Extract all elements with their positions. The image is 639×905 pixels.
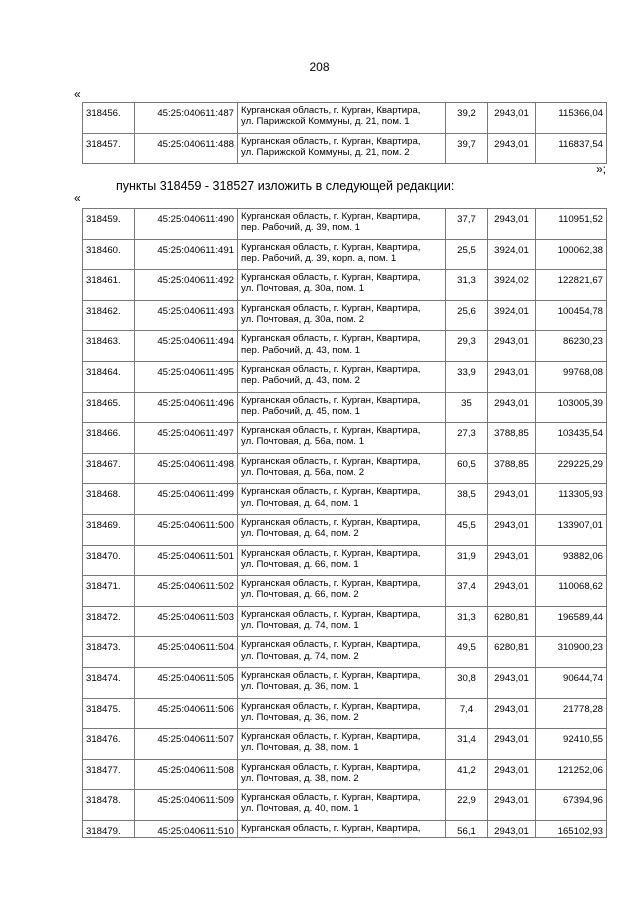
rate-cell: 2943,01	[488, 209, 536, 240]
address-line-2: ул. Почтовая, д. 36, пом. 1	[241, 681, 359, 693]
value-cell: 196589,44	[536, 606, 607, 637]
area-cell: 60,5	[446, 453, 488, 484]
value-cell: 90644,74	[536, 667, 607, 698]
address-line-2: ул. Почтовая, д. 64, пом. 1	[241, 497, 359, 509]
cadastral-number-cell: 45:25:040611:491	[135, 239, 238, 270]
row-number-cell: 318475.	[83, 698, 135, 729]
cadastral-number-cell: 45:25:040611:493	[135, 300, 238, 331]
value-cell: 133907,01	[536, 514, 607, 545]
area-cell: 27,3	[446, 423, 488, 454]
rate-cell: 2943,01	[488, 103, 536, 134]
address-line-1: Курганская область, г. Курган, Квартира,	[241, 700, 421, 712]
table-row	[83, 453, 607, 484]
cadastral-number-cell: 45:25:040611:490	[135, 209, 238, 240]
value-cell: 99768,08	[536, 361, 607, 392]
cadastral-number-cell: 45:25:040611:492	[135, 270, 238, 301]
value-cell: 103435,54	[536, 423, 607, 454]
address-line-2: ул. Почтовая, д. 66, пом. 1	[241, 558, 359, 570]
row-number-cell: 318474.	[83, 667, 135, 698]
value-cell: 110068,62	[536, 576, 607, 607]
row-number-cell: 318467.	[83, 453, 135, 484]
row-number-cell: 318464.	[83, 361, 135, 392]
address-cell	[238, 606, 446, 637]
cadastral-number-cell: 45:25:040611:507	[135, 729, 238, 760]
rate-cell: 2943,01	[488, 820, 536, 837]
value-cell: 121252,06	[536, 759, 607, 790]
area-cell: 56,1	[446, 820, 488, 837]
rate-cell: 2943,01	[488, 514, 536, 545]
address-line-1: Курганская область, г. Курган, Квартира,	[241, 455, 421, 467]
address-line-2: пер. Рабочий, д. 39, пом. 1	[241, 222, 361, 234]
address-line-2: ул. Почтовая, д. 66, пом. 2	[241, 589, 359, 601]
address-line-2: ул. Почтовая, д. 74, пом. 1	[241, 619, 359, 631]
rate-cell: 2943,01	[488, 133, 536, 164]
cadastral-number-cell: 45:25:040611:503	[135, 606, 238, 637]
value-cell: 93882,06	[536, 545, 607, 576]
address-line-2: ул. Почтовая, д. 40, пом. 1	[241, 803, 359, 815]
table-row	[83, 667, 607, 698]
address-line-2: ул. Почтовая, д. 56а, пом. 1	[241, 436, 365, 448]
address-line-2: пер. Рабочий, д. 45, пом. 1	[241, 405, 361, 417]
address-line-2: ул. Почтовая, д. 30а, пом. 2	[241, 313, 365, 325]
cadastral-number-cell: 45:25:040611:487	[135, 103, 238, 134]
value-cell: 110951,52	[536, 209, 607, 240]
area-cell: 37,4	[446, 576, 488, 607]
rate-cell: 2943,01	[488, 790, 536, 821]
value-cell: 229225,29	[536, 453, 607, 484]
rate-cell: 3788,85	[488, 423, 536, 454]
area-cell: 31,4	[446, 729, 488, 760]
address-line-1: Курганская область, г. Курган, Квартира,	[241, 363, 421, 375]
address-line-1: Курганская область, г. Курган, Квартира,	[241, 792, 421, 804]
address-line-1: Курганская область, г. Курган, Квартира,	[241, 105, 421, 116]
table-row	[83, 361, 607, 392]
value-cell: 21778,28	[536, 698, 607, 729]
cadastral-number-cell: 45:25:040611:494	[135, 331, 238, 362]
table-row	[83, 270, 607, 301]
rate-cell: 6280,81	[488, 606, 536, 637]
row-number-cell: 318460.	[83, 239, 135, 270]
property-table-top	[82, 102, 607, 164]
table-row	[83, 820, 607, 837]
value-cell: 103005,39	[536, 392, 607, 423]
address-cell	[238, 103, 446, 134]
table-row	[83, 606, 607, 637]
row-number-cell: 318456.	[83, 103, 135, 134]
address-cell	[238, 209, 446, 240]
value-cell: 92410,55	[536, 729, 607, 760]
cadastral-number-cell: 45:25:040611:508	[135, 759, 238, 790]
address-cell	[238, 637, 446, 668]
address-cell	[238, 331, 446, 362]
address-cell	[238, 133, 446, 164]
row-number-cell: 318457.	[83, 133, 135, 164]
address-line-1: Курганская область, г. Курган, Квартира,	[241, 333, 421, 345]
table-row	[83, 392, 607, 423]
cadastral-number-cell: 45:25:040611:506	[135, 698, 238, 729]
opening-quote: «	[74, 87, 81, 101]
table-row	[83, 103, 607, 134]
area-cell: 35	[446, 392, 488, 423]
cadastral-number-cell: 45:25:040611:495	[135, 361, 238, 392]
row-number-cell: 318469.	[83, 514, 135, 545]
row-number-cell: 318473.	[83, 637, 135, 668]
area-cell: 38,5	[446, 484, 488, 515]
area-cell: 45,5	[446, 514, 488, 545]
rate-cell: 2943,01	[488, 361, 536, 392]
row-number-cell: 318461.	[83, 270, 135, 301]
address-line-1: Курганская область, г. Курган, Квартира,	[241, 516, 421, 528]
cadastral-number-cell: 45:25:040611:501	[135, 545, 238, 576]
table-row	[83, 133, 607, 164]
address-line-1: Курганская область, г. Курган, Квартира,	[241, 669, 421, 681]
area-cell: 39,7	[446, 133, 488, 164]
value-cell: 122821,67	[536, 270, 607, 301]
amendment-intro-text: пункты 318459 - 318527 изложить в следующей редакции:	[116, 179, 455, 193]
address-cell	[238, 270, 446, 301]
address-cell	[238, 698, 446, 729]
address-cell	[238, 453, 446, 484]
value-cell: 113305,93	[536, 484, 607, 515]
address-line-1: Курганская область, г. Курган, Квартира,	[241, 211, 421, 222]
property-table-main-body	[83, 209, 607, 838]
address-line-1: Курганская область, г. Курган, Квартира,	[241, 639, 421, 651]
row-number-cell: 318462.	[83, 300, 135, 331]
cadastral-number-cell: 45:25:040611:504	[135, 637, 238, 668]
rate-cell: 2943,01	[488, 484, 536, 515]
rate-cell: 2943,01	[488, 667, 536, 698]
closing-quote: »;	[596, 162, 607, 176]
row-number-cell: 318479.	[83, 820, 135, 837]
rate-cell: 2943,01	[488, 759, 536, 790]
opening-quote-2: «	[74, 191, 81, 205]
address-line-1: Курганская область, г. Курган, Квартира,	[241, 486, 421, 498]
cadastral-number-cell: 45:25:040611:500	[135, 514, 238, 545]
table-row	[83, 637, 607, 668]
value-cell: 116837,54	[536, 133, 607, 164]
address-cell	[238, 484, 446, 515]
row-number-cell: 318472.	[83, 606, 135, 637]
rate-cell: 3924,01	[488, 300, 536, 331]
area-cell: 31,3	[446, 606, 488, 637]
address-line-1: Курганская область, г. Курган, Квартира,	[241, 302, 421, 314]
row-number-cell: 318476.	[83, 729, 135, 760]
cadastral-number-cell: 45:25:040611:510	[135, 820, 238, 837]
table-row	[83, 239, 607, 270]
cadastral-number-cell: 45:25:040611:502	[135, 576, 238, 607]
address-line-1: Курганская область, г. Курган, Квартира,	[241, 731, 421, 743]
rate-cell: 2943,01	[488, 729, 536, 760]
row-number-cell: 318478.	[83, 790, 135, 821]
address-line-2: ул. Почтовая, д. 38, пом. 2	[241, 772, 359, 784]
area-cell: 30,8	[446, 667, 488, 698]
area-cell: 37,7	[446, 209, 488, 240]
area-cell: 49,5	[446, 637, 488, 668]
area-cell: 31,3	[446, 270, 488, 301]
address-line-2: ул. Почтовая, д. 30а, пом. 1	[241, 283, 365, 295]
area-cell: 29,3	[446, 331, 488, 362]
address-cell	[238, 820, 446, 837]
row-number-cell: 318465.	[83, 392, 135, 423]
address-line-2: ул. Почтовая, д. 36, пом. 2	[241, 711, 359, 723]
table-row	[83, 331, 607, 362]
rate-cell: 2943,01	[488, 576, 536, 607]
table-row	[83, 423, 607, 454]
page-number: 208	[309, 60, 330, 74]
address-line-1: Курганская область, г. Курган, Квартира,	[241, 394, 421, 406]
table-row	[83, 300, 607, 331]
value-cell: 100454,78	[536, 300, 607, 331]
area-cell: 33,9	[446, 361, 488, 392]
address-line-2: пер. Рабочий, д. 43, пом. 2	[241, 375, 361, 387]
address-line-1: Курганская область, г. Курган, Квартира,	[241, 425, 421, 437]
cadastral-number-cell: 45:25:040611:499	[135, 484, 238, 515]
address-line-1: Курганская область, г. Курган, Квартира,	[241, 272, 421, 284]
cadastral-number-cell: 45:25:040611:509	[135, 790, 238, 821]
row-number-cell: 318459.	[83, 209, 135, 240]
address-line-2: пер. Рабочий, д. 39, корп. а, пом. 1	[241, 252, 397, 264]
address-line-1: Курганская область, г. Курган, Квартира,	[241, 547, 421, 559]
cadastral-number-cell: 45:25:040611:496	[135, 392, 238, 423]
value-cell: 310900,23	[536, 637, 607, 668]
row-number-cell: 318471.	[83, 576, 135, 607]
area-cell: 31,9	[446, 545, 488, 576]
rate-cell: 2943,01	[488, 331, 536, 362]
address-line-2: ул. Почтовая, д. 64, пом. 2	[241, 528, 359, 540]
address-line-1: Курганская область, г. Курган, Квартира,	[241, 822, 421, 834]
table-row	[83, 698, 607, 729]
rate-cell: 3924,02	[488, 270, 536, 301]
address-line-1: Курганская область, г. Курган, Квартира,	[241, 578, 421, 590]
area-cell: 41,2	[446, 759, 488, 790]
value-cell: 86230,23	[536, 331, 607, 362]
value-cell: 165102,93	[536, 820, 607, 837]
table-row	[83, 790, 607, 821]
area-cell: 7,4	[446, 698, 488, 729]
address-line-2: ул. Парижской Коммуны, д. 21, пом. 1	[241, 116, 410, 128]
area-cell: 22,9	[446, 790, 488, 821]
address-cell	[238, 300, 446, 331]
property-table-main	[82, 208, 607, 838]
rate-cell: 3924,01	[488, 239, 536, 270]
address-cell	[238, 423, 446, 454]
row-number-cell: 318477.	[83, 759, 135, 790]
address-line-2: ул. Почтовая, д. 56а, пом. 2	[241, 466, 365, 478]
address-line-1: Курганская область, г. Курган, Квартира,	[241, 761, 421, 773]
address-cell	[238, 514, 446, 545]
rate-cell: 2943,01	[488, 545, 536, 576]
row-number-cell: 318463.	[83, 331, 135, 362]
address-line-2: ул. Почтовая, д. 74, пом. 2	[241, 650, 359, 662]
rate-cell: 2943,01	[488, 698, 536, 729]
cadastral-number-cell: 45:25:040611:497	[135, 423, 238, 454]
value-cell: 67394,96	[536, 790, 607, 821]
address-cell	[238, 392, 446, 423]
address-line-1: Курганская область, г. Курган, Квартира,	[241, 135, 421, 147]
address-cell	[238, 545, 446, 576]
table-row	[83, 514, 607, 545]
address-cell	[238, 729, 446, 760]
address-cell	[238, 790, 446, 821]
address-cell	[238, 361, 446, 392]
rate-cell: 3788,85	[488, 453, 536, 484]
cadastral-number-cell: 45:25:040611:498	[135, 453, 238, 484]
row-number-cell: 318468.	[83, 484, 135, 515]
address-cell	[238, 667, 446, 698]
table-row	[83, 759, 607, 790]
cadastral-number-cell: 45:25:040611:488	[135, 133, 238, 164]
address-line-2: ул. Парижской Коммуны, д. 21, пом. 2	[241, 146, 410, 158]
address-cell	[238, 576, 446, 607]
address-cell	[238, 759, 446, 790]
table-row	[83, 729, 607, 760]
table-row	[83, 209, 607, 240]
address-line-1: Курганская область, г. Курган, Квартира,	[241, 608, 421, 620]
address-line-2: ул. Почтовая, д. 38, пом. 1	[241, 742, 359, 754]
area-cell: 39,2	[446, 103, 488, 134]
table-row	[83, 484, 607, 515]
value-cell: 115366,04	[536, 103, 607, 134]
table-row	[83, 545, 607, 576]
area-cell: 25,6	[446, 300, 488, 331]
cadastral-number-cell: 45:25:040611:505	[135, 667, 238, 698]
address-line-2: пер. Рабочий, д. 43, пом. 1	[241, 344, 361, 356]
value-cell: 100062,38	[536, 239, 607, 270]
property-table-top-body	[83, 103, 607, 164]
address-line-1: Курганская область, г. Курган, Квартира,	[241, 241, 421, 253]
rate-cell: 2943,01	[488, 392, 536, 423]
area-cell: 25,5	[446, 239, 488, 270]
row-number-cell: 318470.	[83, 545, 135, 576]
address-cell	[238, 239, 446, 270]
row-number-cell: 318466.	[83, 423, 135, 454]
table-row	[83, 576, 607, 607]
rate-cell: 6280,81	[488, 637, 536, 668]
